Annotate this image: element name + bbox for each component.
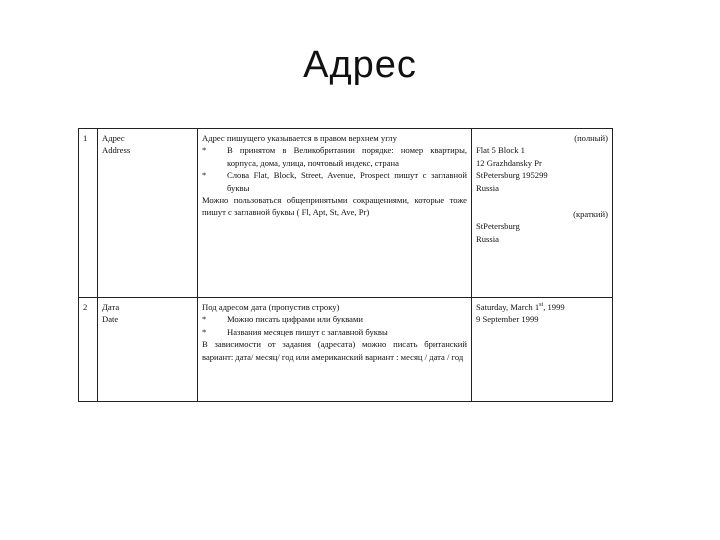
bullet-text: Слова Flat, Block, Street, Avenue, Prospect пишут с заглавной буквы xyxy=(227,170,467,193)
date-text: , 1999 xyxy=(543,302,565,312)
label-ru: Дата xyxy=(102,302,120,312)
row-description xyxy=(198,298,472,402)
desc-note: В зависимости от задания (адресата) можно писать британский вариант: дата/ месяц/ год или американский вариант : месяц / дата / год xyxy=(202,339,467,362)
row-number: 1 xyxy=(79,129,98,298)
label-en: Address xyxy=(102,145,131,156)
example-short-label: (краткий) xyxy=(573,209,608,220)
address-rules-table xyxy=(78,128,613,402)
row-example xyxy=(472,129,613,298)
slide-title: Адрес xyxy=(303,44,417,86)
row-label xyxy=(98,129,198,298)
bullet-mark: * xyxy=(202,326,207,337)
bullet-mark: * xyxy=(202,145,207,156)
bullet-text: Названия месяцев пишут с заглавной буквы xyxy=(227,326,388,337)
bullet-item xyxy=(202,144,467,169)
row-label xyxy=(98,298,198,402)
bullet-mark: * xyxy=(202,170,207,181)
example-full-line: Flat 5 Block 1 xyxy=(476,145,525,156)
row-example xyxy=(472,298,613,402)
bullet-item xyxy=(202,313,467,325)
example-full-line: Russia xyxy=(476,182,499,193)
label-ru: Адрес xyxy=(102,133,125,143)
example-full-line: StPetersburg 195299 xyxy=(476,170,548,181)
example-short-line: StPetersburg xyxy=(476,221,520,232)
bullet-text: В принятом в Великобритании порядке: номер квартиры, корпуса, дома, улица, почтовый индекс, страна xyxy=(227,145,467,168)
table-row xyxy=(79,129,613,298)
desc-note: Можно пользоваться общепринятыми сокращениями, которые тоже пишут с заглавной буквы ( Fl, Apt, St, Ave, Pr) xyxy=(202,195,467,218)
ordinal-suffix: st xyxy=(539,302,544,309)
bullet-text: Можно писать цифрами или буквами xyxy=(227,314,364,325)
bullet-item xyxy=(202,326,467,338)
example-date-line-1 xyxy=(476,301,608,313)
example-full-line: 12 Grazhdansky Pr xyxy=(476,157,542,168)
row-number: 2 xyxy=(79,298,98,402)
desc-intro: Адрес пишущего указывается в правом верхнем углу xyxy=(202,133,397,143)
desc-intro: Под адресом дата (пропустив строку) xyxy=(202,302,340,312)
example-date-line-2: 9 September 1999 xyxy=(476,314,539,325)
bullet-mark: * xyxy=(202,314,207,325)
row-description xyxy=(198,129,472,298)
example-full-label: (полный) xyxy=(574,133,608,143)
date-text: Saturday, March 1 xyxy=(476,302,540,312)
label-en: Date xyxy=(102,314,119,325)
example-short-line: Russia xyxy=(476,233,499,244)
table-row xyxy=(79,298,613,402)
spacer xyxy=(476,194,608,208)
bullet-item xyxy=(202,169,467,194)
